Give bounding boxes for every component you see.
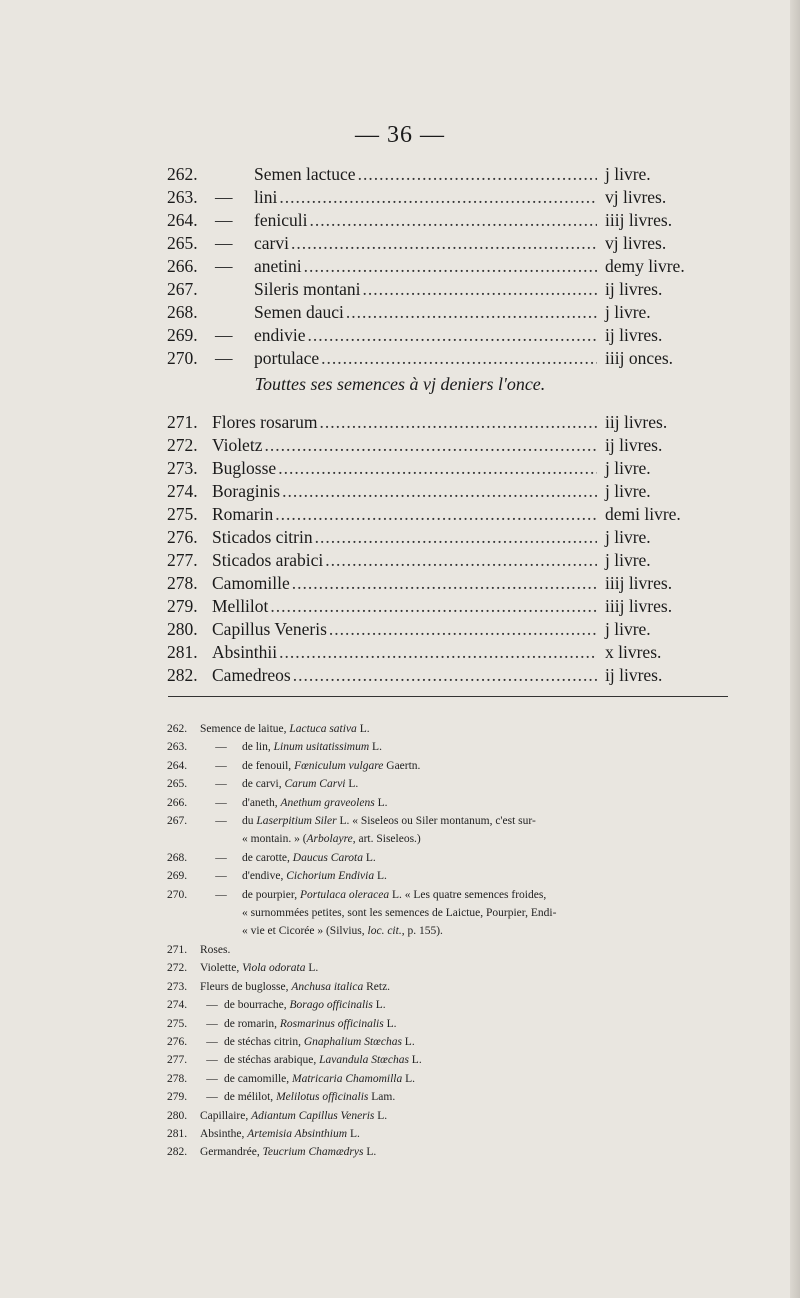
footnote-text [224, 996, 742, 1014]
entry-number: 264. [167, 210, 198, 230]
footnote [167, 959, 742, 977]
footnote [167, 1143, 742, 1161]
footnote [167, 1125, 742, 1143]
list-item [167, 278, 727, 301]
footnote-number: 279. [167, 1091, 188, 1104]
dot-leader [293, 664, 597, 687]
footnote-text-part: de carotte, [242, 851, 293, 864]
footnote-text [200, 1107, 742, 1125]
entry-name: Capillus Veneris [212, 619, 327, 639]
latin-name: Anchusa italica [291, 980, 364, 993]
footnote-text-part: de romarin, [224, 1017, 280, 1030]
footnote [167, 812, 742, 830]
footnote-text-part: de carvi, [242, 778, 285, 791]
ditto-mark: — [215, 796, 227, 809]
footnote-text-part: de pourpier, [242, 888, 300, 901]
footnote-text [200, 959, 742, 977]
entry-name: Sileris montani [254, 279, 361, 299]
footnote-text-part: L. [374, 870, 387, 883]
entry-quantity: x livres. [605, 642, 662, 662]
footnote-text [242, 775, 742, 793]
list-item [167, 255, 727, 278]
entry-quantity: demy livre. [605, 256, 685, 276]
footnote-text-part: L. [383, 1017, 397, 1030]
footnote [167, 757, 742, 775]
list-item [167, 549, 727, 572]
footnote-text [242, 886, 742, 904]
footnote [167, 978, 742, 996]
footnote-text-part: L. [372, 999, 386, 1012]
footnote-number: 267. [167, 815, 188, 828]
footnote-text-part: « vie et Cicorée » (Silvius, [242, 925, 368, 938]
footnote-text-part: de bourrache, [224, 999, 290, 1012]
list-item [167, 480, 727, 503]
ditto-mark: — [206, 1017, 218, 1030]
footnote-number: 269. [167, 870, 188, 883]
dot-leader [308, 324, 597, 347]
footnote-number: 272. [167, 962, 188, 975]
footnote-text-part: L. [374, 796, 388, 809]
footnote-number: 262. [167, 723, 188, 735]
footnote-text [242, 794, 742, 812]
footnote-text-part: Violette, [200, 962, 243, 975]
entry-name: Romarin [212, 504, 274, 524]
footnote-number: 280. [167, 1109, 188, 1122]
footnote-text [167, 830, 742, 848]
latin-name: Melilotus officinalis [276, 1091, 369, 1104]
entry-quantity: ij livres. [605, 435, 663, 455]
entry-quantity: iiij onces. [605, 348, 674, 368]
footnote-text-part: L. [356, 723, 370, 735]
entry-number: 277. [167, 550, 198, 570]
dot-leader [309, 209, 597, 232]
latin-name: Linum usitatissimum [273, 741, 370, 754]
entry-name: Flores rosarum [212, 412, 318, 432]
footnote [167, 720, 742, 738]
latin-name: Adiantum Capillus Veneris [251, 1109, 375, 1122]
footnote-text [200, 720, 742, 738]
footnote-text-part: d'aneth, [242, 796, 281, 809]
footnote-text [242, 849, 742, 867]
footnote [167, 1107, 742, 1125]
ditto-mark: — [215, 759, 227, 772]
entry-number: 280. [167, 619, 198, 639]
footnote-text [200, 1125, 742, 1143]
entry-name: lini [254, 187, 278, 207]
entry-name: Mellilot [212, 596, 269, 616]
footnote [167, 775, 742, 793]
ditto-mark: — [215, 851, 227, 864]
footnote-text-part: de camomille, [224, 1072, 293, 1085]
footnote-text-part: L. [369, 741, 382, 754]
footnote-text-part: Capillaire, [200, 1109, 252, 1122]
entry-name: Semen dauci [254, 302, 344, 322]
footnote-text [224, 1070, 742, 1088]
footnote-text-part: Germandrée, [200, 1146, 263, 1159]
latin-name: Lactuca sativa [289, 723, 357, 735]
footnote-text-part: d'endive, [242, 870, 287, 883]
footnote [167, 996, 742, 1014]
entry-number: 266. [167, 256, 198, 276]
entry-number: 278. [167, 573, 198, 593]
entry-name: endivie [254, 325, 306, 345]
footnote-text [224, 1033, 742, 1051]
latin-name: Arbolayre [306, 833, 353, 846]
footnote [167, 738, 742, 756]
seed-list [167, 163, 727, 370]
ditto-mark: — [206, 1054, 218, 1067]
footnote-text-part: L. « Siseleos ou Siler montanum, c'est sur- [336, 815, 536, 828]
ditto-mark: — [206, 1035, 218, 1048]
footnote-text-part: L. [345, 778, 359, 791]
entry-quantity: j livre. [605, 550, 651, 570]
footnote-number: 270. [167, 888, 188, 901]
footnote-number: 263. [167, 741, 188, 754]
latin-name: Fœniculum vulgare [294, 759, 384, 772]
footnote-text-part: de fenouil, [242, 759, 295, 772]
entry-quantity: ij livres. [605, 665, 663, 685]
ditto-mark: — [206, 1072, 218, 1085]
footnote [167, 1051, 742, 1069]
ditto-mark: — [215, 325, 233, 345]
latin-name: Rosmarinus officinalis [279, 1017, 384, 1030]
footnote-text-part: L. [363, 1146, 377, 1159]
entry-number: 271. [167, 412, 198, 432]
entry-quantity: vj livres. [605, 233, 667, 253]
latin-name: Lavandula Stœchas [319, 1054, 409, 1067]
footnote-number: 268. [167, 851, 188, 864]
footnote [167, 830, 742, 848]
dot-leader [362, 278, 597, 301]
list-item [167, 186, 727, 209]
footnote-text-part: Absinthe, [200, 1127, 248, 1140]
footnote-number: 275. [167, 1017, 188, 1030]
entry-name: Camomille [212, 573, 290, 593]
list-item [167, 324, 727, 347]
ditto-mark: — [215, 187, 233, 207]
footnote-number: 282. [167, 1146, 188, 1159]
ditto-mark: — [206, 1091, 218, 1104]
footnote-text-part: Roses. [200, 943, 231, 956]
footnote-text [242, 757, 742, 775]
footnote-text [224, 1088, 742, 1106]
ditto-mark: — [215, 870, 227, 883]
latin-name: Borago officinalis [289, 999, 373, 1012]
footnote-number: 274. [167, 999, 188, 1012]
page-edge [790, 0, 800, 1298]
entry-quantity: iiij livres. [605, 596, 673, 616]
latin-name: Daucus Carota [292, 851, 363, 864]
list-item [167, 641, 727, 664]
footnote-text-part: de stéchas citrin, [224, 1035, 304, 1048]
dot-leader [275, 503, 597, 526]
entry-number: 268. [167, 302, 198, 322]
flower-list [167, 411, 727, 687]
footnote-number: 271. [167, 943, 188, 956]
dot-leader [264, 434, 597, 457]
entry-quantity: demi livre. [605, 504, 681, 524]
footnote-text [242, 867, 742, 885]
footnote-text [242, 812, 742, 830]
footnote [167, 1015, 742, 1033]
footnote-number: 278. [167, 1072, 188, 1085]
footnote-text-part: L. [347, 1127, 360, 1140]
entry-quantity: j livre. [605, 481, 651, 501]
latin-name: Teucrium Chamædrys [262, 1146, 364, 1159]
footnote-text-part: « montain. » ( [242, 833, 307, 846]
entry-name: Semen lactuce [254, 164, 356, 184]
entry-number: 272. [167, 435, 198, 455]
entry-quantity: ij livres. [605, 279, 663, 299]
list-item [167, 664, 727, 687]
entry-quantity: vj livres. [605, 187, 667, 207]
entry-name: Camedreos [212, 665, 291, 685]
footnote [167, 849, 742, 867]
entry-name: portulace [254, 348, 320, 368]
footnote-text-part: du [242, 815, 257, 828]
entry-name: Violetz [212, 435, 263, 455]
list-item [167, 618, 727, 641]
footnote [167, 867, 742, 885]
footnote-number: 264. [167, 759, 188, 772]
list-item [167, 572, 727, 595]
dot-leader [304, 255, 597, 278]
ditto-mark [212, 278, 254, 301]
ditto-mark: — [215, 815, 227, 828]
footnote [167, 886, 742, 904]
entry-quantity: iiij livres. [605, 573, 673, 593]
entry-number: 265. [167, 233, 198, 253]
list-item [167, 301, 727, 324]
dot-leader [329, 618, 597, 641]
entry-quantity: j livre. [605, 458, 651, 478]
entry-number: 270. [167, 348, 198, 368]
entry-number: 267. [167, 279, 198, 299]
footnote-number: 276. [167, 1035, 188, 1048]
ditto-mark: — [215, 741, 227, 754]
entry-name: Boraginis [212, 481, 281, 501]
ditto-mark: — [215, 888, 227, 901]
ditto-mark: — [206, 999, 218, 1012]
latin-name: Matricaria Chamomilla [292, 1072, 403, 1085]
footnote-text [167, 922, 742, 940]
dot-leader [292, 572, 597, 595]
entry-quantity: iiij livres. [605, 210, 673, 230]
footnote-text [224, 1015, 742, 1033]
footnote-text-part: L. [408, 1054, 422, 1067]
footnote-text-part: de stéchas arabique, [224, 1054, 320, 1067]
entry-number: 276. [167, 527, 198, 547]
footnote-text-part: L. [362, 851, 376, 864]
list-item [167, 411, 727, 434]
footnote-text-part: Semence de laitue, [200, 723, 290, 735]
latin-name: Portulaca oleracea [299, 888, 390, 901]
footnote-text-part: L. [305, 962, 319, 975]
entry-name: carvi [254, 233, 289, 253]
dot-leader [321, 347, 597, 370]
latin-name: Anethum graveolens [280, 796, 375, 809]
dot-leader [325, 549, 597, 572]
footnote-text-part: Lam. [368, 1091, 396, 1104]
entry-quantity: j livre. [605, 164, 651, 184]
entry-quantity: j livre. [605, 302, 651, 322]
entry-quantity: j livre. [605, 527, 651, 547]
footnote [167, 1088, 742, 1106]
footnote-text-part: de mélilot, [224, 1091, 277, 1104]
latin-name: Laserpitium Siler [256, 815, 337, 828]
footnote-text-part: « surnommées petites, sont les semences de Laictue, Pourpier, Endi- [242, 907, 557, 920]
latin-name: Gnaphalium Stœchas [303, 1035, 402, 1048]
footnote-text-part: , art. Siseleos.) [352, 833, 421, 846]
list-item [167, 209, 727, 232]
footnotes [167, 720, 742, 1162]
entry-name: Absinthii [212, 642, 278, 662]
footnote-text-part: L. [374, 1109, 388, 1122]
footnote-text [242, 738, 742, 756]
dot-leader [279, 186, 597, 209]
dot-leader [282, 480, 597, 503]
footnote-text-part: , p. 155). [401, 925, 443, 938]
footnote-text-part: L. [401, 1035, 415, 1048]
entry-number: 262. [167, 164, 198, 184]
footnote-number: 266. [167, 796, 188, 809]
footnote-number: 265. [167, 778, 188, 791]
entry-quantity: j livre. [605, 619, 651, 639]
dot-leader [278, 457, 597, 480]
ditto-mark: — [215, 233, 233, 253]
latin-name: Artemisia Absinthium [247, 1127, 348, 1140]
dot-leader [358, 163, 597, 186]
entry-number: 279. [167, 596, 198, 616]
entry-name: Sticados citrin [212, 527, 313, 547]
ditto-mark: — [215, 778, 227, 791]
latin-name: loc. cit. [367, 925, 402, 938]
dot-leader [291, 232, 597, 255]
list-item [167, 347, 727, 370]
entry-number: 263. [167, 187, 198, 207]
footnote [167, 922, 742, 940]
entry-number: 273. [167, 458, 198, 478]
ditto-mark [212, 163, 254, 186]
dot-leader [279, 641, 597, 664]
footnote-text-part: L. « Les quatre semences froides, [389, 888, 547, 901]
footnote-number: 281. [167, 1127, 188, 1140]
footnote [167, 941, 742, 959]
footnote-text-part: Gaertn. [383, 759, 421, 772]
list-item [167, 457, 727, 480]
footnote-text-part: L. [402, 1072, 416, 1085]
footnote-text [200, 978, 742, 996]
footnote [167, 904, 742, 922]
latin-name: Carum Carvi [284, 778, 346, 791]
entry-number: 274. [167, 481, 198, 501]
footnote-text [200, 941, 742, 959]
list-item [167, 526, 727, 549]
entry-quantity: iij livres. [605, 412, 668, 432]
ditto-mark: — [215, 256, 233, 276]
footnote [167, 794, 742, 812]
footnote-text [224, 1051, 742, 1069]
entry-quantity: ij livres. [605, 325, 663, 345]
footnote-text-part: de lin, [242, 741, 274, 754]
list-item [167, 503, 727, 526]
entry-number: 275. [167, 504, 198, 524]
latin-name: Cichorium Endivia [286, 870, 375, 883]
section-heading: Touttes ses semences à vj deniers l'once. [254, 374, 546, 394]
footnote-number: 273. [167, 980, 188, 993]
page-number: — 36 — [355, 122, 445, 148]
entry-number: 269. [167, 325, 198, 345]
list-item [167, 434, 727, 457]
entry-name: Buglosse [212, 458, 277, 478]
footnote-rule [168, 696, 728, 697]
ditto-mark: — [215, 348, 233, 368]
list-item [167, 232, 727, 255]
ditto-mark: — [215, 210, 233, 230]
latin-name: Viola odorata [242, 962, 306, 975]
footnote-text [200, 1143, 742, 1161]
footnote [167, 1033, 742, 1051]
entry-number: 281. [167, 642, 198, 662]
entry-name: anetini [254, 256, 302, 276]
footnote-text-part: Fleurs de buglosse, [200, 980, 292, 993]
entry-number: 282. [167, 665, 198, 685]
footnote-text [167, 904, 742, 922]
dot-leader [346, 301, 597, 324]
footnote-number: 277. [167, 1054, 188, 1067]
dot-leader [315, 526, 597, 549]
entry-name: Sticados arabici [212, 550, 324, 570]
list-item [167, 595, 727, 618]
dot-leader [319, 411, 597, 434]
entry-name: feniculi [254, 210, 308, 230]
footnote [167, 1070, 742, 1088]
ditto-mark [212, 301, 254, 324]
footnote-text-part: Retz. [363, 980, 391, 993]
dot-leader [270, 595, 597, 618]
list-item [167, 163, 727, 186]
